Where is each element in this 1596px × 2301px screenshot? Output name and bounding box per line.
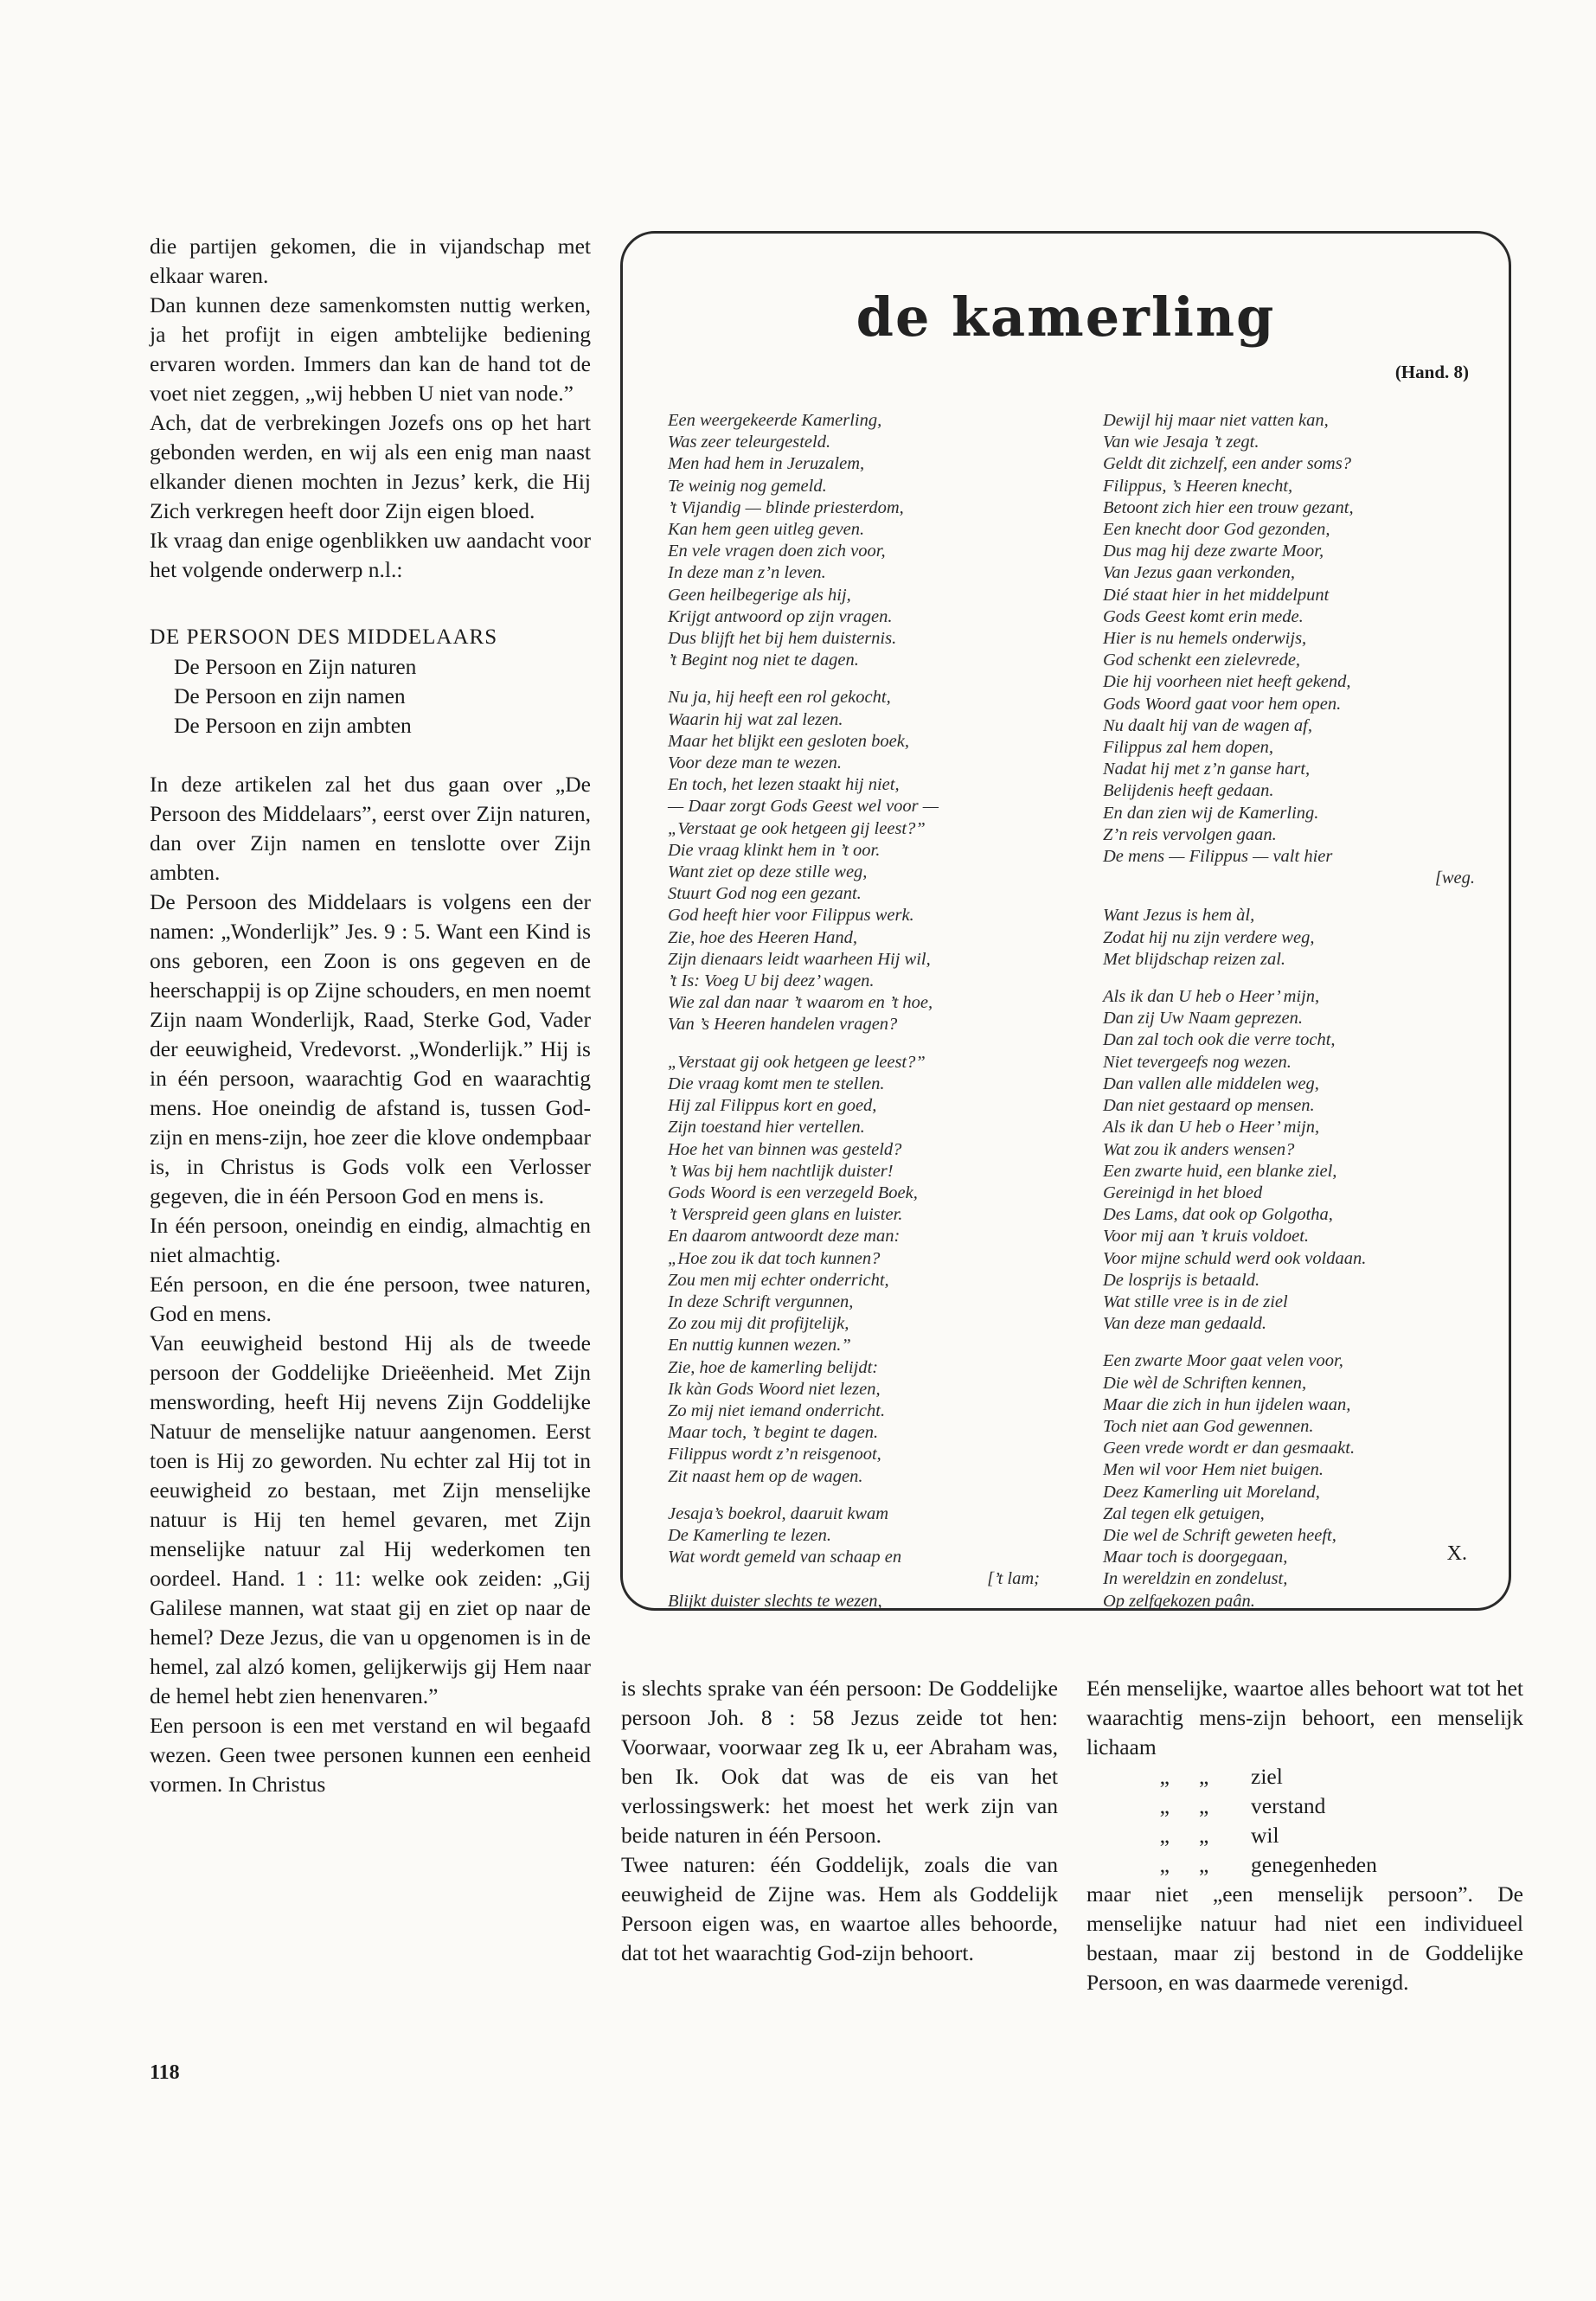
poem-line: Van wie Jesaja ’t zegt. xyxy=(1103,433,1259,452)
paragraph: Ik vraag dan enige ogenblikken uw aandacht voor het volgende onderwerp n.l.: xyxy=(150,528,591,582)
poem-line: Als ik dan U heb o Heer’ mijn, xyxy=(1103,1118,1320,1138)
paragraph: Ach, dat de verbrekingen Jozefs ons op het hart gebonden werden, en wij als een enig man naast elkander dienen mochten in Jezus’ kerk, die Hij Zich verkregen heeft door Zijn eigen bloed. xyxy=(150,410,591,523)
poem-stanza xyxy=(668,1052,1048,1488)
middle-column xyxy=(621,1674,1058,1968)
poem-line: Want ziet op deze stille weg, xyxy=(668,862,868,882)
subheading: De Persoon en zijn namen xyxy=(174,683,406,708)
poem-line: Maar het blijkt een gesloten boek, xyxy=(668,731,909,751)
poem-line: Zijn dienaars leidt waarheen Hij wil, xyxy=(668,949,931,969)
poem-line: God schenkt een zielevrede, xyxy=(1103,651,1301,670)
poem-line: Filippus, ’s Heeren knecht, xyxy=(1103,476,1293,496)
poem-line: Gods Woord gaat voor hem open. xyxy=(1103,694,1342,714)
paragraph: maar niet „een menselijk persoon”. De menselijke natuur had niet een individueel bestaan, maar zij bestond in de Goddelijke Persoon, en was daarmede verenigd. xyxy=(1086,1881,1523,1995)
ditto-mark: „ xyxy=(1199,1852,1209,1877)
poem-line: Op zelfgekozen paân. xyxy=(1103,1591,1255,1611)
poem-line: Belijdenis heeft gedaan. xyxy=(1103,781,1274,801)
poem-line: Stuurt God nog een gezant. xyxy=(668,884,862,904)
poem-line: Dié staat hier in het middelpunt xyxy=(1103,585,1330,605)
poem-line: Want Jezus is hem àl, xyxy=(1103,906,1255,926)
poem-line: Geldt dit zichzelf, een ander soms? xyxy=(1103,454,1351,474)
poem-line: En vele vragen doen zich voor, xyxy=(668,542,886,561)
poem-line: Dan zij Uw Naam geprezen. xyxy=(1103,1009,1303,1029)
poem-line: Wie zal dan naar ’t waarom en ’t hoe, xyxy=(668,993,933,1013)
poem-line: Een weergekeerde Kamerling, xyxy=(668,411,882,430)
poem-line: Zou men mij echter onderricht, xyxy=(668,1270,889,1290)
poem-line: In wereldzin en zondelust, xyxy=(1103,1569,1288,1589)
poem-line: „Verstaat gij ook hetgeen ge leest?” xyxy=(668,1052,926,1072)
poem-line: Wat stille vree is in de ziel xyxy=(1103,1292,1288,1311)
poem-line: Die hij voorheen niet heeft gekend, xyxy=(1103,672,1351,692)
poem-line: Deez Kamerling uit Moreland, xyxy=(1103,1482,1320,1502)
list-item xyxy=(1086,1762,1523,1791)
paragraph: In deze artikelen zal het dus gaan over „De Persoon des Middelaars”, eerst over Zijn naturen, dan over Zijn namen en tenslotte over Zijn ambten. xyxy=(150,772,591,885)
poem-stanza xyxy=(1103,1350,1484,1612)
paragraph: Dan kunnen deze samenkomsten nuttig werken, ja het profijt in eigen ambtelijke bediening ervaren worden. Immers dan kan de hand tot de voet niet zeggen, „wij hebben U niet van node.” xyxy=(150,292,591,406)
section-heading: DE PERSOON DES MIDDELAARS xyxy=(150,625,498,649)
poem-line: In deze man z’n leven. xyxy=(668,563,826,583)
poem-line: De losprijs is betaald. xyxy=(1103,1270,1260,1290)
poem-line: Voor mij aan ’t kruis voldoet. xyxy=(1103,1227,1310,1247)
poem-line: Geen heilbegerige als hij, xyxy=(668,585,851,605)
poem-line: Zie, hoe de kamerling belijdt: xyxy=(668,1357,879,1377)
list-item xyxy=(1086,1791,1523,1821)
poem-line: Met blijdschap reizen zal. xyxy=(1103,949,1286,969)
poem-line: In deze Schrift vergunnen, xyxy=(668,1292,854,1311)
paragraph: Twee naturen: één Goddelijk, zoals die van eeuwigheid de Zijne was. Hem als Goddelijk Persoon eigen was, en waartoe alles behoorde, dat tot het waarachtig God-zijn behoort. xyxy=(621,1852,1058,1965)
ditto-mark: „ xyxy=(1159,1823,1170,1848)
poem-line: En daarom antwoordt deze man: xyxy=(668,1227,901,1247)
subheading: De Persoon en zijn ambten xyxy=(174,713,412,738)
poem-line: Kan hem geen uitleg geven. xyxy=(668,520,865,540)
poem-line: Voor deze man te wezen. xyxy=(668,753,842,773)
poem-line: Die vraag komt men te stellen. xyxy=(668,1074,885,1093)
poem-line: En dan zien wij de Kamerling. xyxy=(1103,803,1319,823)
poem-stanza xyxy=(1103,986,1484,1335)
poem-box xyxy=(620,231,1511,1611)
left-column xyxy=(150,232,591,1799)
poem-line: ’t Is: Voeg U bij deez’ wagen. xyxy=(668,971,875,991)
poem-line: Des Lams, dat ook op Golgotha, xyxy=(1103,1205,1333,1225)
poem-reference: (Hand. 8) xyxy=(1394,362,1469,382)
subheading: De Persoon en Zijn naturen xyxy=(174,654,417,679)
ditto-mark: „ xyxy=(1199,1823,1209,1848)
poem-title: de kamerling xyxy=(856,285,1276,349)
poem-line: Zo zou mij dit profijtelijk, xyxy=(668,1314,849,1334)
paragraph: die partijen gekomen, die in vijandschap met elkaar waren. xyxy=(150,234,591,288)
poem-line: Als ik dan U heb o Heer’ mijn, xyxy=(1103,987,1320,1007)
poem-line: [weg. xyxy=(1434,868,1475,888)
poem-line: Blijkt duister slechts te wezen, xyxy=(668,1591,882,1611)
list-item xyxy=(1086,1821,1523,1850)
poem-line: God heeft hier voor Filippus werk. xyxy=(668,906,914,926)
poem-line: Van Jezus gaan verkonden, xyxy=(1103,563,1296,583)
ditto-mark: „ xyxy=(1159,1852,1170,1877)
poem-line: De mens — Filippus — valt hier xyxy=(1103,847,1333,867)
poem-line: Krijgt antwoord op zijn vragen. xyxy=(668,606,893,626)
poem-line: Maar toch, ’t begint te dagen. xyxy=(668,1423,879,1443)
poem-line: Dewijl hij maar niet vatten kan, xyxy=(1103,411,1329,430)
poem-line: Wat zou ik anders wensen? xyxy=(1103,1139,1295,1159)
poem-line: Zijn toestand hier vertellen. xyxy=(668,1118,865,1138)
poem-signature: X. xyxy=(1446,1542,1467,1565)
poem-line: Maar toch is doorgegaan, xyxy=(1103,1548,1288,1567)
poem-line: Maar die zich in hun ijdelen waan, xyxy=(1103,1394,1351,1414)
poem-line: Hoe het van binnen was gesteld? xyxy=(668,1139,902,1159)
list-word: verstand xyxy=(1251,1793,1326,1818)
poem-line: „Verstaat ge ook hetgeen gij leest?” xyxy=(668,818,926,838)
poem-line: Waarin hij wat zal lezen. xyxy=(668,709,843,729)
poem-line: Van deze man gedaald. xyxy=(1103,1314,1267,1334)
paragraph: Een persoon is een met verstand en wil begaafd wezen. Geen twee personen kunnen een eenheid vormen. In Christus xyxy=(150,1713,591,1797)
poem-line: Nadat hij met z’n ganse hart, xyxy=(1103,760,1311,779)
poem-line: Jesaja’s boekrol, daaruit kwam xyxy=(668,1503,889,1523)
list-word: wil xyxy=(1251,1823,1279,1848)
poem-line: De Kamerling te lezen. xyxy=(668,1525,832,1545)
poem-line: Men wil voor Hem niet buigen. xyxy=(1103,1460,1324,1480)
paragraph: De Persoon des Middelaars is volgens een der namen: „Wonderlijk” Jes. 9 : 5. Want een Kind is ons geboren, een Zoon is ons gegeven en de heerschappij is op Zijne schouders, en men noemt Zijn naam Wonderlijk, Raad, Sterke God, Vader der eeuwigheid, Vredevorst. „Wonderlijk.” Hij is in één persoon, waarachtig God en waarachtig mens. Hoe oneindig de afstand is, tussen God-zijn en mens-zijn, hoe zeer die klove ondempbaar is, in Christus is Gods volk een Verlosser gegeven, die in één Persoon God en mens is. xyxy=(150,889,591,1208)
poem-line: Z’n reis vervolgen gaan. xyxy=(1103,824,1277,844)
poem-line: Toch niet aan God gewennen. xyxy=(1103,1416,1314,1436)
poem-line: Zie, hoe des Heeren Hand, xyxy=(668,927,857,947)
poem-stanza xyxy=(1103,905,1484,971)
poem-stanza xyxy=(668,687,1048,1035)
poem-line: Gods Geest komt erin mede. xyxy=(1103,606,1304,626)
poem-line: En nuttig kunnen wezen.” xyxy=(668,1336,851,1356)
poem-stanza xyxy=(1103,410,1484,889)
poem-line: Dus mag hij deze zwarte Moor, xyxy=(1103,542,1324,561)
poem-line: Een zwarte Moor gaat velen voor, xyxy=(1103,1351,1343,1371)
poem-left-column xyxy=(668,410,1048,1628)
poem-line: Niet tevergeefs nog wezen. xyxy=(1103,1052,1292,1072)
poem-line: ’t Vijandig — blinde priesterdom, xyxy=(668,497,904,517)
poem-line: Filippus zal hem dopen, xyxy=(1103,738,1274,758)
paragraph: Eén persoon, en die éne persoon, twee naturen, God en mens. xyxy=(150,1272,591,1326)
poem-line: „Hoe zou ik dat toch kunnen? xyxy=(668,1248,881,1268)
poem-line: Een knecht door God gezonden, xyxy=(1103,520,1330,540)
ditto-mark: „ xyxy=(1199,1793,1209,1818)
list-item xyxy=(1086,1850,1523,1880)
poem-line: ’t Begint nog niet te dagen. xyxy=(668,651,859,670)
poem-line: Geen vrede wordt er dan gesmaakt. xyxy=(1103,1439,1356,1458)
poem-line: — Daar zorgt Gods Geest wel voor — xyxy=(668,797,939,817)
poem-line: Zal tegen elk getuigen, xyxy=(1103,1503,1265,1523)
poem-line: Van ’s Heeren handelen vragen? xyxy=(668,1015,898,1035)
paragraph: is slechts sprake van één persoon: De Goddelijke persoon Joh. 8 : 58 Jezus zeide tot hen: Voorwaar, voorwaar zeg Ik u, eer Abraham was, ben Ik. Ook dat was de eis van het verlossingswerk: het moest het werk zijn van beide naturen in één Persoon. xyxy=(621,1676,1058,1848)
poem-line: Die wèl de Schriften kennen, xyxy=(1103,1373,1307,1393)
poem-line: Wat wordt gemeld van schaap en xyxy=(668,1548,902,1567)
poem-stanza xyxy=(668,1503,1048,1612)
poem-line: [’t lam; xyxy=(987,1569,1040,1589)
ditto-mark: „ xyxy=(1159,1764,1170,1789)
poem-line: Hij zal Filippus kort en goed, xyxy=(668,1096,877,1116)
poem-line: Hier is nu hemels onderwijs, xyxy=(1103,629,1307,649)
poem-line: Die wel de Schrift geweten heeft, xyxy=(1103,1525,1336,1545)
poem-line: ’t Was bij hem nachtlijk duister! xyxy=(668,1161,894,1181)
poem-stanza xyxy=(668,410,1048,671)
paragraph: Van eeuwigheid bestond Hij als de tweede persoon der Goddelijke Drieëenheid. Met Zijn menswording, heeft Hij nevens Zijn Goddelijke Natuur de menselijke natuur aangenomen. Eerst toen is Hij zo geworden. Nu echter zal Hij tot in eeuwigheid zo bestaan, met Zijn menselijke natuur is Hij ten hemel gevaren, met Zijn menselijke natuur zal Hij wederkomen ten oordeel. Hand. 1 : 11: welke ook zeiden: „Gij Galilese mannen, wat staat gij en ziet op naar de hemel? Deze Jezus, die van u opgenomen is in de hemel, zal alzó komen, gelijkerwijs gij Hem naar de hemel hebt zien henenvaren.” xyxy=(150,1330,591,1708)
right-column xyxy=(1086,1674,1523,1997)
poem-line: Voor mijne schuld werd ook voldaan. xyxy=(1103,1248,1367,1268)
list-word: genegenheden xyxy=(1251,1852,1377,1877)
poem-line: Dus blijft het bij hem duisternis. xyxy=(668,629,897,649)
poem-line: Nu ja, hij heeft een rol gekocht, xyxy=(668,688,891,708)
poem-line: Dan niet gestaard op mensen. xyxy=(1103,1096,1315,1116)
poem-line: Dan vallen alle middelen weg, xyxy=(1103,1074,1319,1093)
ditto-mark: „ xyxy=(1199,1764,1209,1789)
poem-right-column xyxy=(1103,410,1484,1628)
poem-line: Een zwarte huid, een blanke ziel, xyxy=(1103,1161,1337,1181)
poem-line: Zodat hij nu zijn verdere weg, xyxy=(1103,927,1315,947)
poem-line: Gods Woord is een verzegeld Boek, xyxy=(668,1183,918,1202)
poem-line: Gereinigd in het bloed xyxy=(1103,1183,1263,1202)
paragraph: In één persoon, oneindig en eindig, almachtig en niet almachtig. xyxy=(150,1213,591,1267)
poem-line: ’t Verspreid geen glans en luister. xyxy=(668,1205,903,1225)
poem-line: Filippus wordt z’n reisgenoot, xyxy=(668,1445,881,1465)
poem-line: Dan zal toch ook die verre tocht, xyxy=(1103,1030,1336,1050)
poem-line: Te weinig nog gemeld. xyxy=(668,476,827,496)
poem-line: Nu daalt hij van de wagen af, xyxy=(1103,715,1312,735)
list-word: ziel xyxy=(1251,1764,1283,1789)
poem-line: Die vraag klinkt hem in ’t oor. xyxy=(668,840,881,860)
poem-line: Zit naast hem op de wagen. xyxy=(668,1466,863,1486)
page-number: 118 xyxy=(150,2061,180,2084)
paragraph: Eén menselijke, waartoe alles behoort wat tot het waarachtig mens-zijn behoort, een menselijk lichaam xyxy=(1086,1676,1523,1759)
poem-line: En toch, het lezen staakt hij niet, xyxy=(668,775,900,795)
poem-line: Was zeer teleurgesteld. xyxy=(668,433,831,452)
poem-line: Zo mij niet iemand onderricht. xyxy=(668,1400,886,1420)
poem-line: Betoont zich hier een trouw gezant, xyxy=(1103,497,1354,517)
ditto-mark: „ xyxy=(1159,1793,1170,1818)
poem-line: Men had hem in Jeruzalem, xyxy=(668,454,865,474)
poem-line: Ik kàn Gods Woord niet lezen, xyxy=(668,1379,881,1399)
ditto-list xyxy=(1086,1762,1523,1880)
